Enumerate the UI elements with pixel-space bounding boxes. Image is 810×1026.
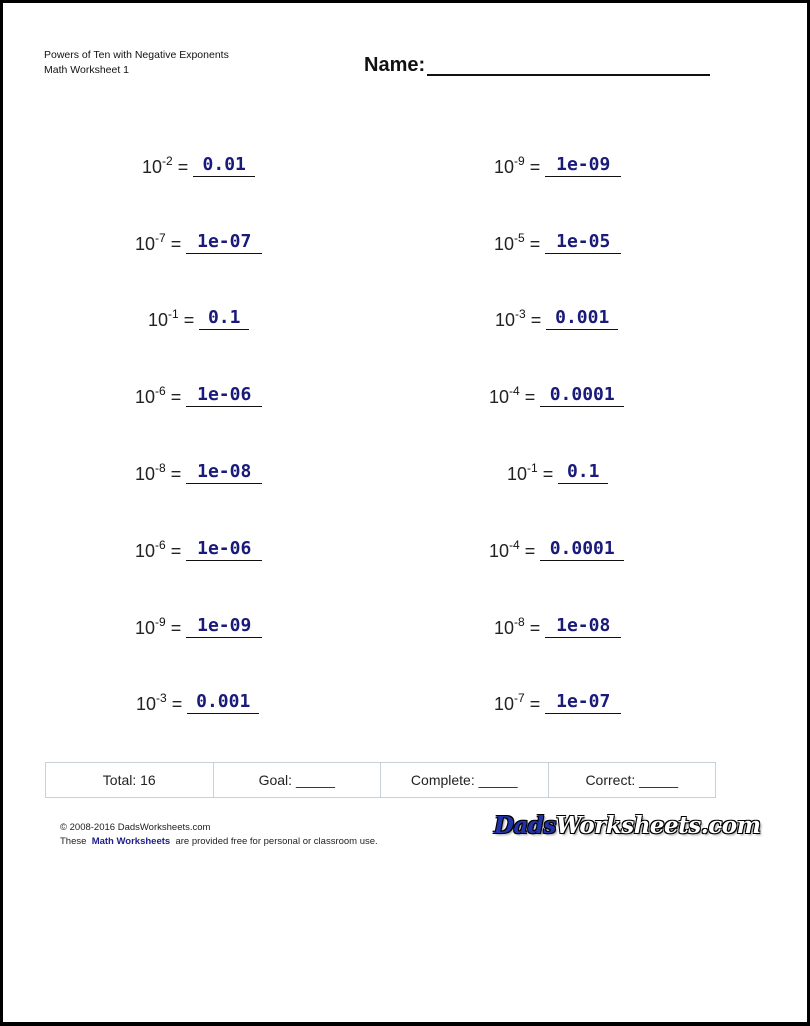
base: 10: [489, 541, 510, 561]
answer: 0.1: [558, 462, 608, 484]
answer: 1e-06: [186, 385, 262, 407]
equals-sign: =: [177, 157, 189, 177]
answer: 1e-06: [186, 539, 262, 561]
base: 10: [489, 387, 510, 407]
problem-right-5: [507, 454, 608, 484]
problem-right-8: [494, 684, 621, 714]
base: 10: [507, 464, 528, 484]
exponent: -1: [527, 461, 538, 475]
summary-total: Total: 16: [46, 763, 214, 797]
problem-right-3: [495, 300, 618, 330]
summary-correct: Correct: _____: [585, 772, 679, 788]
worksheet-subtitle: Math Worksheet 1: [44, 64, 130, 76]
worksheet-title: Powers of Ten with Negative Exponents: [44, 49, 229, 61]
equals-sign: =: [170, 234, 182, 254]
name-field: [364, 54, 710, 76]
summary-goal: Goal: _____: [214, 763, 382, 797]
exponent: -9: [514, 154, 525, 168]
exponent: -8: [155, 461, 166, 475]
base: 10: [494, 618, 515, 638]
equals-sign: =: [529, 234, 541, 254]
score-summary-table: [45, 762, 716, 798]
equals-sign: =: [171, 694, 183, 714]
answer: 0.001: [187, 692, 259, 714]
equals-sign: =: [170, 618, 182, 638]
equals-sign: =: [524, 541, 536, 561]
exponent: -4: [509, 384, 520, 398]
exponent: -2: [162, 154, 173, 168]
answer: 1e-09: [545, 155, 621, 177]
problem-right-7: [494, 608, 621, 638]
equals-sign: =: [183, 310, 195, 330]
exponent: -9: [155, 615, 166, 629]
equals-sign: =: [170, 387, 182, 407]
base: 10: [495, 310, 516, 330]
exponent: -4: [509, 538, 520, 552]
usage-suffix: are provided free for personal or classroom use.: [175, 836, 378, 847]
answer: 1e-05: [545, 232, 621, 254]
problem-left-2: [135, 224, 262, 254]
base: 10: [135, 464, 156, 484]
answer: 0.1: [199, 308, 249, 330]
answer: 1e-07: [186, 232, 262, 254]
worksheet-title-block: [44, 48, 229, 78]
answer: 1e-07: [545, 692, 621, 714]
math-worksheets-link[interactable]: Math Worksheets: [91, 836, 171, 847]
problem-left-4: [135, 377, 262, 407]
footer: [60, 821, 378, 849]
answer: 0.0001: [540, 385, 624, 407]
equals-sign: =: [530, 310, 542, 330]
answer: 0.0001: [540, 539, 624, 561]
problem-left-7: [135, 608, 262, 638]
equals-sign: =: [529, 618, 541, 638]
answer: 0.01: [193, 155, 255, 177]
problem-right-6: [489, 531, 624, 561]
answer: 1e-08: [545, 616, 621, 638]
problem-right-4: [489, 377, 624, 407]
problem-right-1: [494, 147, 621, 177]
base: 10: [135, 541, 156, 561]
summary-complete: Complete: _____: [381, 763, 549, 797]
equals-sign: =: [529, 157, 541, 177]
problem-left-5: [135, 454, 262, 484]
exponent: -7: [155, 231, 166, 245]
exponent: -7: [514, 691, 525, 705]
answer: 1e-09: [186, 616, 262, 638]
base: 10: [148, 310, 169, 330]
answer: 0.001: [546, 308, 618, 330]
usage-text: [60, 835, 378, 849]
base: 10: [135, 387, 156, 407]
problem-left-8: [136, 684, 259, 714]
base: 10: [136, 694, 157, 714]
dadsworksheets-logo: [494, 812, 760, 839]
base: 10: [135, 234, 156, 254]
exponent: -8: [514, 615, 525, 629]
problem-right-2: [494, 224, 621, 254]
problem-left-3: [148, 300, 249, 330]
logo-dads: Dads: [494, 812, 556, 839]
exponent: -5: [514, 231, 525, 245]
equals-sign: =: [529, 694, 541, 714]
usage-prefix: These: [60, 836, 87, 847]
problem-left-6: [135, 531, 262, 561]
equals-sign: =: [542, 464, 554, 484]
base: 10: [135, 618, 156, 638]
base: 10: [142, 157, 163, 177]
base: 10: [494, 234, 515, 254]
exponent: -6: [155, 384, 166, 398]
answer: 1e-08: [186, 462, 262, 484]
base: 10: [494, 157, 515, 177]
exponent: -3: [515, 307, 526, 321]
equals-sign: =: [524, 387, 536, 407]
logo-worksheets: Worksheets.com: [555, 812, 761, 839]
exponent: -3: [156, 691, 167, 705]
copyright-text: © 2008-2016 DadsWorksheets.com: [60, 822, 211, 833]
base: 10: [494, 694, 515, 714]
name-blank-line: [427, 74, 710, 76]
name-label: Name:: [364, 54, 426, 76]
problem-left-1: [142, 147, 255, 177]
equals-sign: =: [170, 464, 182, 484]
exponent: -1: [168, 307, 179, 321]
exponent: -6: [155, 538, 166, 552]
equals-sign: =: [170, 541, 182, 561]
